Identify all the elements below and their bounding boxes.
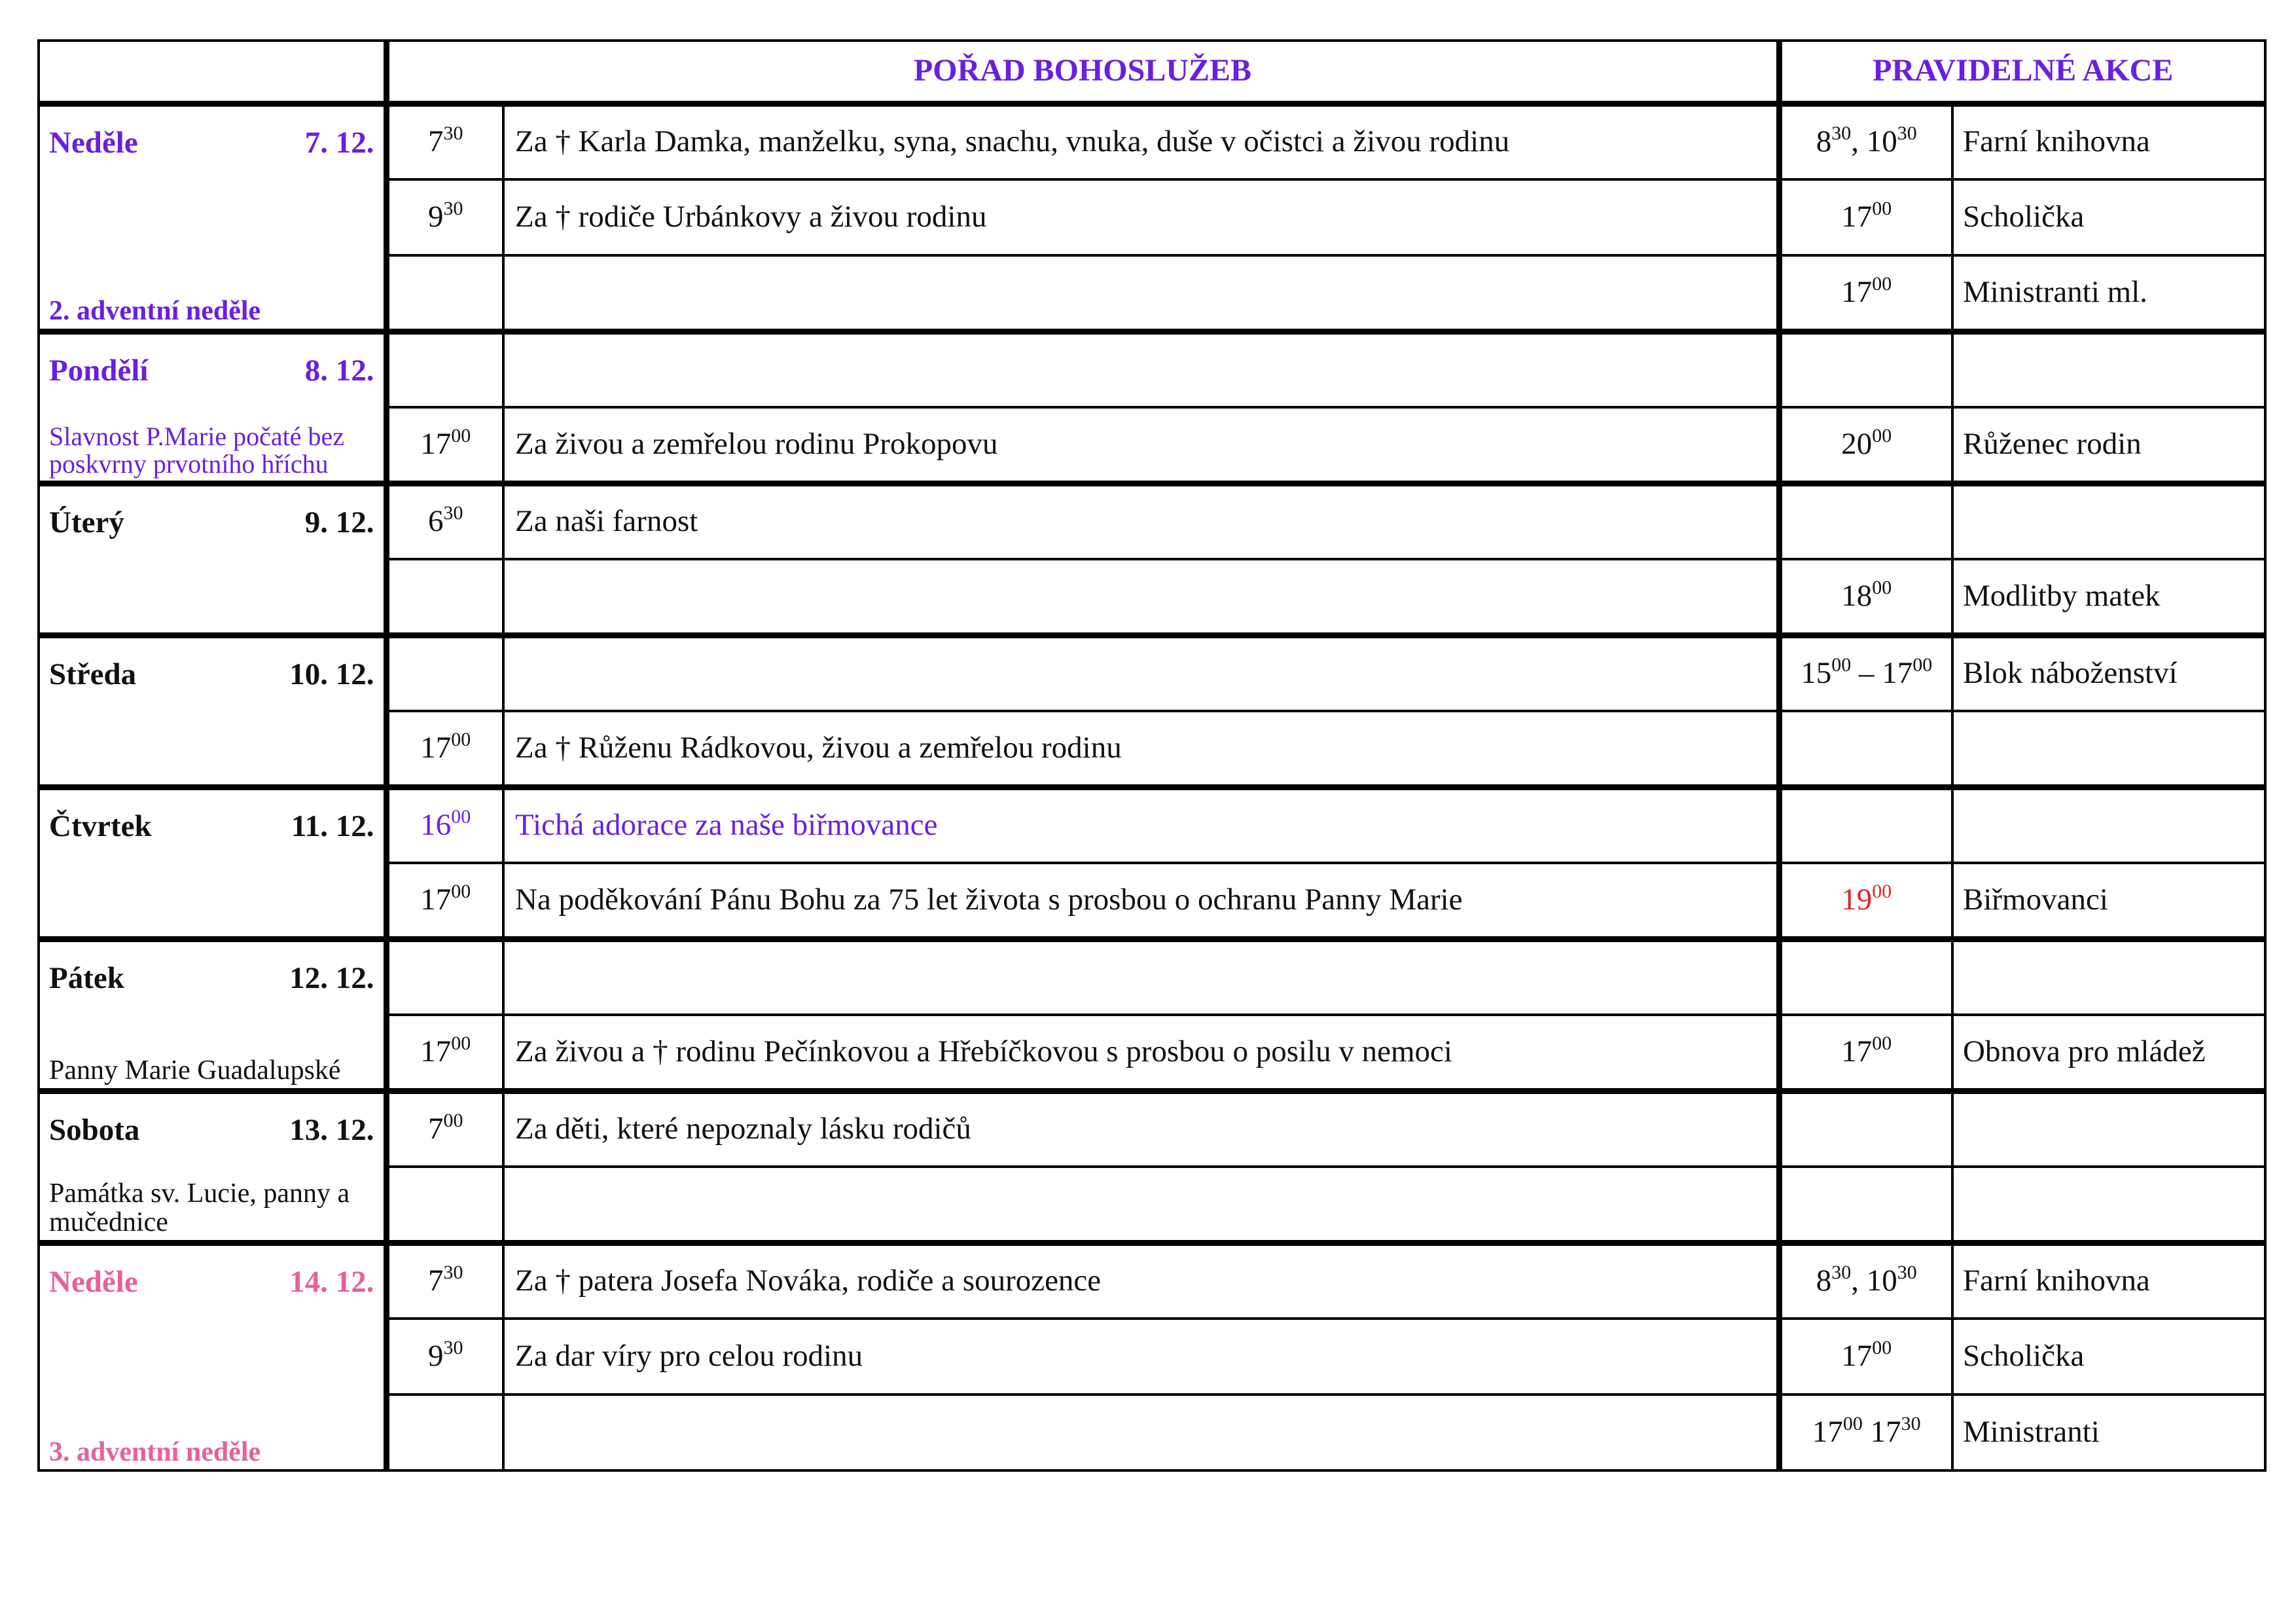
event-time: $20^{00}$ [1779,407,1952,483]
event-time [1779,787,1952,863]
mass-time [386,635,503,711]
mass-time: $7^{00}$ [386,1091,503,1167]
day-cell [39,1243,386,1470]
event-time [1779,483,1952,559]
event-time: $15^{00} - 17^{00}$ [1779,635,1952,711]
day-date: 12. 12. [289,960,374,995]
mass-intention [503,939,1779,1015]
event-name [1952,939,2265,1015]
day-date: 11. 12. [291,809,374,843]
day-name: Sobota [49,1112,140,1147]
event-time: $17^{00}$ [1779,1319,1952,1395]
day-cell [39,331,386,483]
day-note: Slavnost P.Marie počaté bez poskvrny prvotního hříchu [49,421,344,479]
event-name [1952,331,2265,407]
event-time: $19^{00}$ [1779,863,1952,939]
table-row [39,331,2265,407]
day-cell [39,103,386,331]
event-name: Ministranti ml. [1952,255,2265,331]
event-time [1779,1167,1952,1243]
event-name: Růženec rodin [1952,407,2265,483]
day-date: 7. 12. [304,125,374,160]
event-time: $17^{00}$ [1779,255,1952,331]
day-note: Panny Marie Guadalupské [49,1055,341,1086]
day-date: 10. 12. [289,657,374,691]
header-row [39,41,2265,103]
table-row [39,787,2265,863]
event-name: Biřmovanci [1952,863,2265,939]
event-name [1952,1167,2265,1243]
day-cell [39,939,386,1091]
table-row [39,635,2265,711]
services-title: POŘAD BOHOSLUŽEB [386,41,1779,103]
day-name: Čtvrtek [49,809,152,843]
event-name: Farní knihovna [1952,1243,2265,1319]
mass-time [386,1395,503,1470]
mass-time: $9^{30}$ [386,179,503,255]
event-name: Blok náboženství [1952,635,2265,711]
day-date: 9. 12. [304,505,374,539]
event-time: $17^{00}$ $17^{30}$ [1779,1395,1952,1470]
mass-intention: Za živou a † rodinu Pečínkovou a Hřebíčkovou s prosbou o posilu v nemoci [503,1015,1779,1091]
event-time: $8^{30}$, $10^{30}$ [1779,1243,1952,1319]
table-row [39,103,2265,179]
schedule-table [37,39,2267,1472]
event-name: Obnova pro mládež [1952,1015,2265,1091]
day-cell [39,635,386,787]
event-time: $8^{30}$, $10^{30}$ [1779,103,1952,179]
day-date: 14. 12. [289,1264,374,1299]
table-row [39,483,2265,559]
day-date: 13. 12. [289,1112,374,1147]
event-time [1779,939,1952,1015]
mass-time [386,1167,503,1243]
event-name: Ministranti [1952,1395,2265,1470]
mass-time: $7^{30}$ [386,1243,503,1319]
event-time [1779,1091,1952,1167]
day-name: Neděle [49,125,138,160]
event-time: $17^{00}$ [1779,179,1952,255]
event-name: Farní knihovna [1952,103,2265,179]
day-note: 2. adventní neděle [49,296,261,327]
day-name: Pátek [49,960,124,995]
mass-intention [503,331,1779,407]
mass-intention: Za † Růženu Rádkovou, živou a zemřelou rodinu [503,711,1779,787]
event-name [1952,483,2265,559]
mass-intention: Za děti, které nepoznaly lásku rodičů [503,1091,1779,1167]
event-time [1779,331,1952,407]
mass-intention: Na poděkování Pánu Bohu za 75 let života s prosbou o ochranu Panny Marie [503,863,1779,939]
event-name: Modlitby matek [1952,559,2265,635]
day-note: 3. adventní neděle [49,1436,261,1467]
mass-intention [503,1395,1779,1470]
mass-intention: Za živou a zemřelou rodinu Prokopovu [503,407,1779,483]
day-name: Neděle [49,1264,138,1299]
mass-intention: Za naši farnost [503,483,1779,559]
day-name: Pondělí [49,353,149,388]
mass-intention [503,255,1779,331]
mass-time: $17^{00}$ [386,407,503,483]
mass-intention: Za † rodiče Urbánkovy a živou rodinu [503,179,1779,255]
mass-intention: Za † Karla Damka, manželku, syna, snachu, vnuka, duše v očistci a živou rodinu [503,103,1779,179]
day-cell [39,787,386,939]
mass-intention [503,1167,1779,1243]
table-row [39,1243,2265,1319]
mass-intention [503,635,1779,711]
mass-intention: Za dar víry pro celou rodinu [503,1319,1779,1395]
event-name [1952,787,2265,863]
table-row [39,1091,2265,1167]
day-name: Středa [49,657,137,691]
mass-time [386,331,503,407]
event-time: $17^{00}$ [1779,1015,1952,1091]
mass-time: $17^{00}$ [386,1015,503,1091]
mass-time: $7^{30}$ [386,103,503,179]
mass-time [386,939,503,1015]
mass-time: $16^{00}$ [386,787,503,863]
day-name: Úterý [49,505,124,539]
mass-time: $17^{00}$ [386,863,503,939]
day-cell [39,483,386,635]
mass-time: $9^{30}$ [386,1319,503,1395]
event-name [1952,711,2265,787]
mass-time [386,255,503,331]
event-name [1952,1091,2265,1167]
day-date: 8. 12. [304,353,374,388]
table-row [39,939,2265,1015]
mass-time [386,559,503,635]
event-name: Scholička [1952,179,2265,255]
day-cell [39,1091,386,1243]
event-time [1779,711,1952,787]
event-name: Scholička [1952,1319,2265,1395]
mass-time: $17^{00}$ [386,711,503,787]
event-time: $18^{00}$ [1779,559,1952,635]
events-title: PRAVIDELNÉ AKCE [1779,41,2265,103]
mass-time: $6^{30}$ [386,483,503,559]
day-note: Památka sv. Lucie, panny a mučednice [49,1178,350,1238]
mass-intention [503,559,1779,635]
mass-intention: Tichá adorace za naše biřmovance [503,787,1779,863]
header-empty-cell [39,41,386,103]
mass-intention: Za † patera Josefa Nováka, rodiče a sourozence [503,1243,1779,1319]
